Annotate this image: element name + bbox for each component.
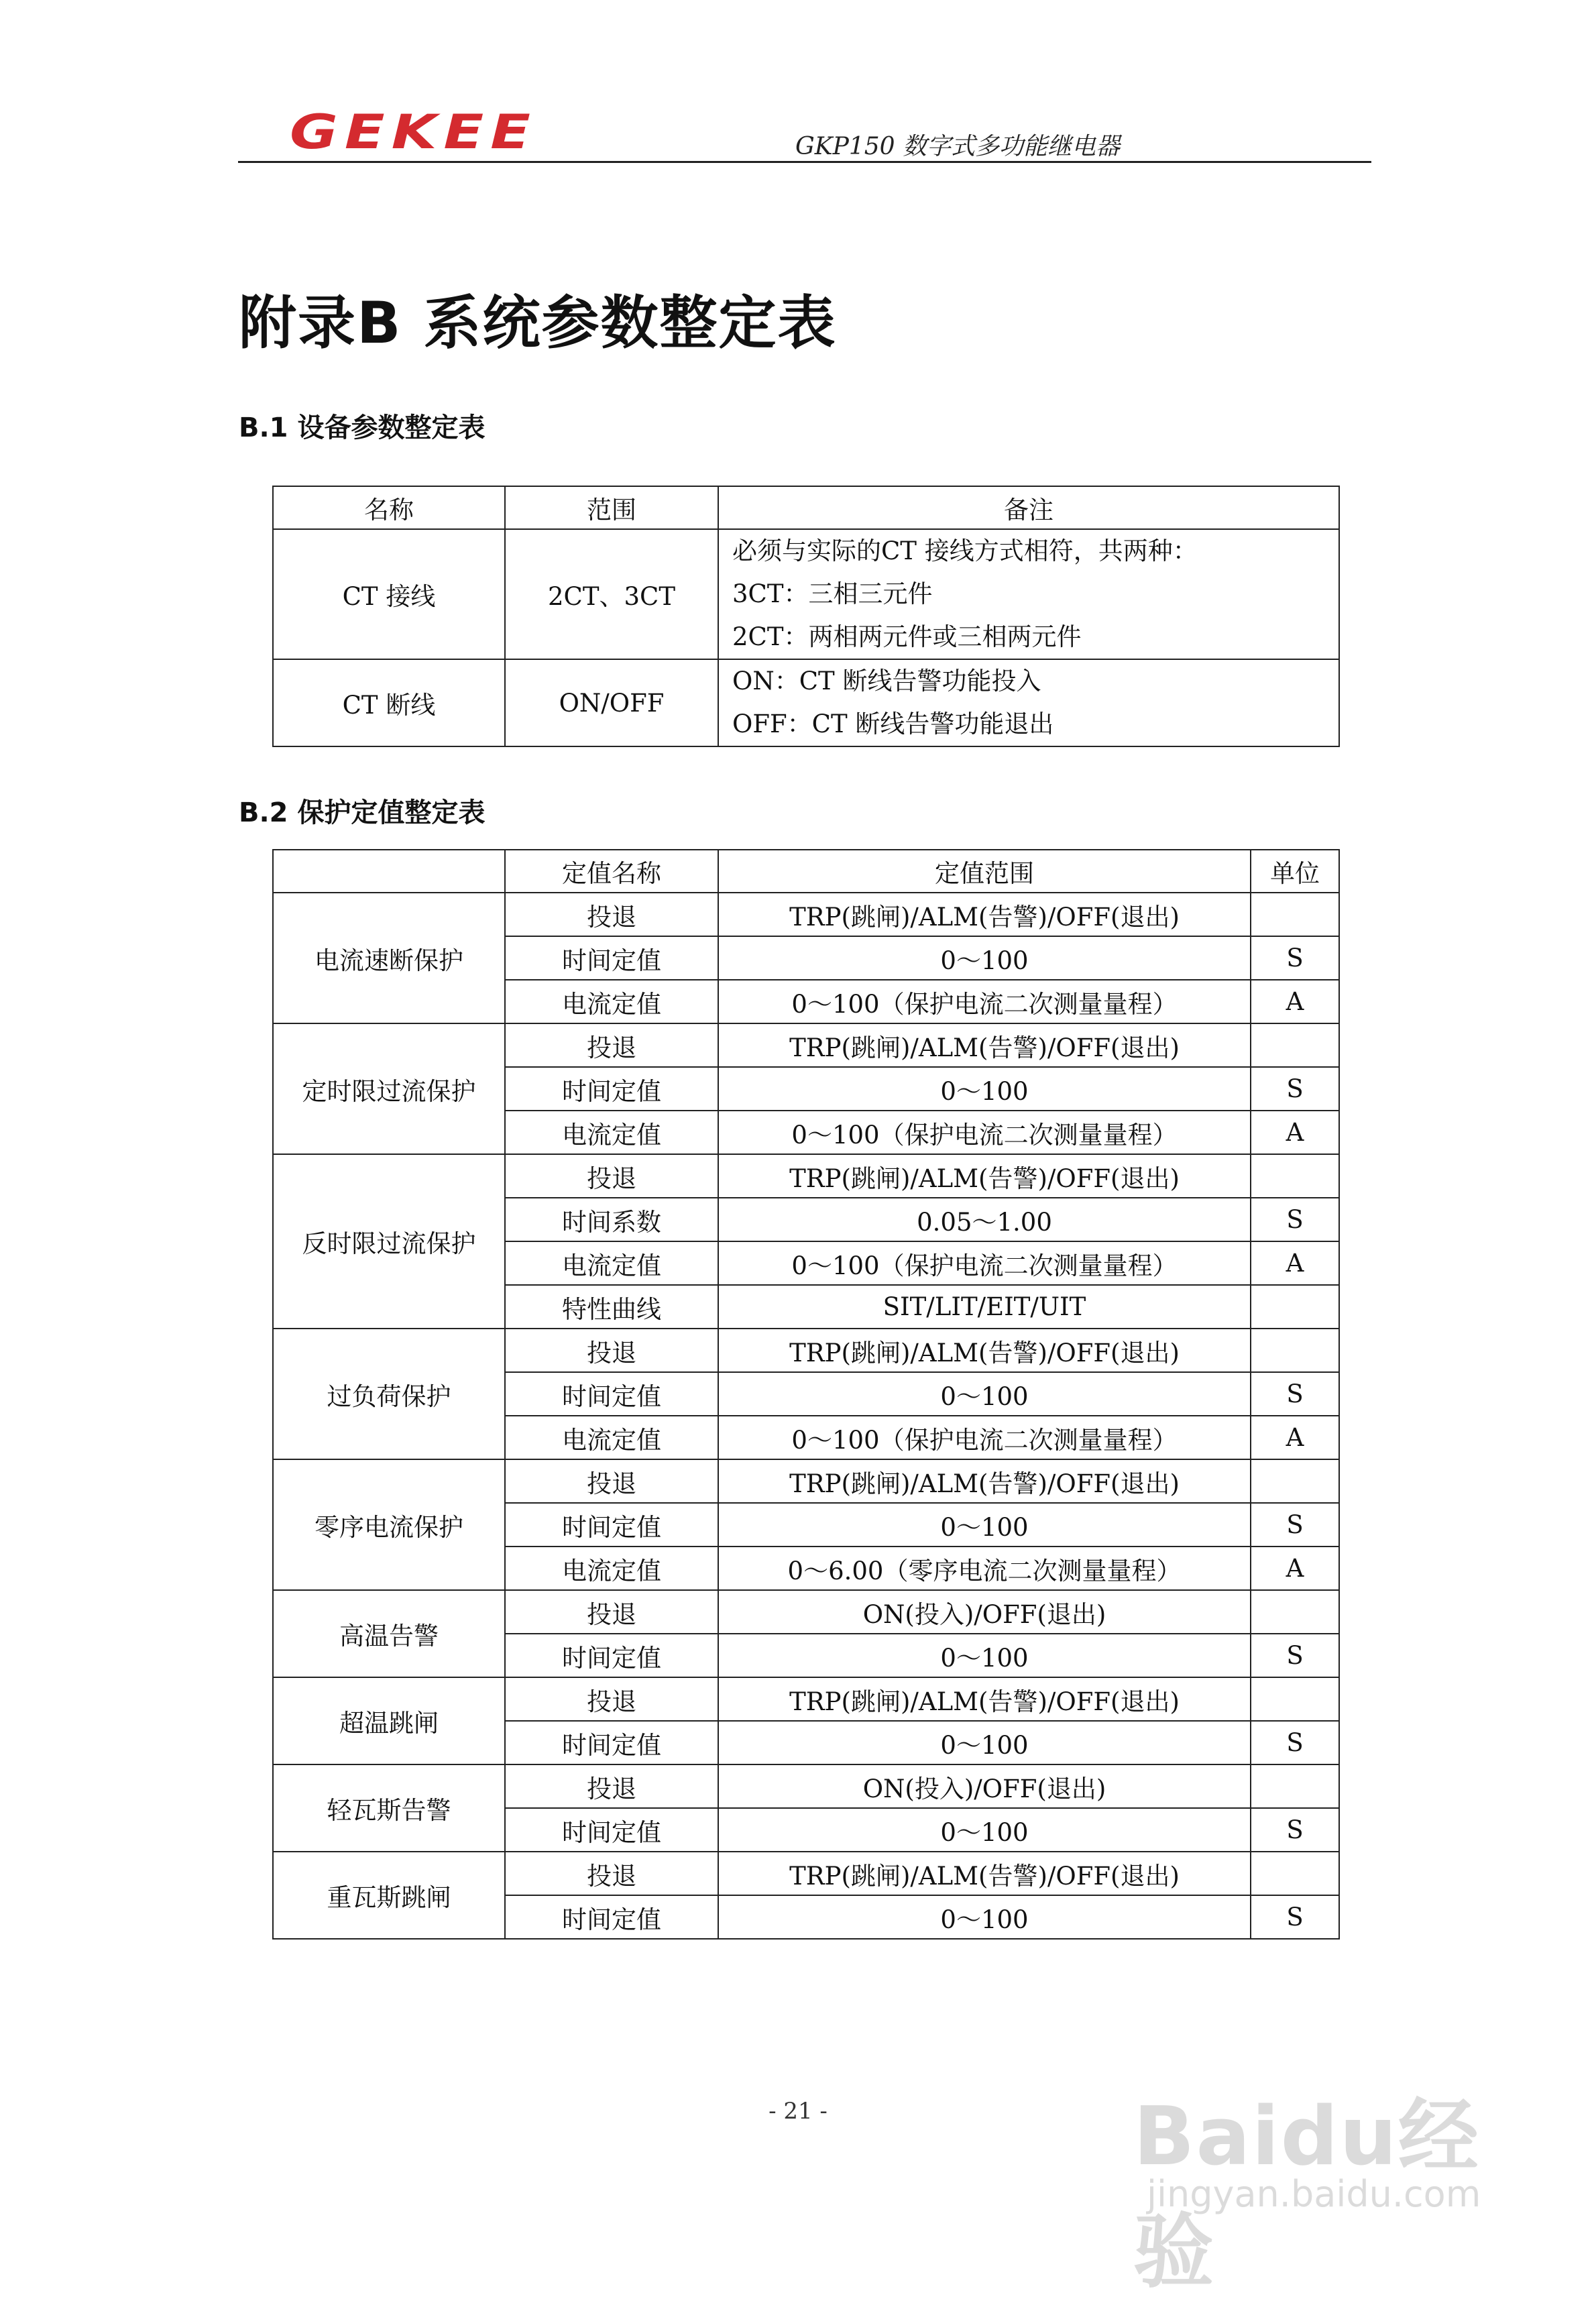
setting-range: TRP(跳闸)/ALM(告警)/OFF(退出)	[718, 1023, 1251, 1067]
setting-range: 0～100	[718, 1808, 1251, 1852]
setting-unit	[1251, 1285, 1339, 1329]
setting-unit	[1251, 1764, 1339, 1808]
setting-range: SIT/LIT/EIT/UIT	[718, 1285, 1251, 1329]
table-row	[273, 1852, 1339, 1895]
setting-unit: A	[1251, 1416, 1339, 1459]
setting-name: 投退	[505, 1459, 718, 1503]
setting-unit: A	[1251, 1547, 1339, 1590]
setting-name: 投退	[505, 1852, 718, 1895]
setting-range: TRP(跳闸)/ALM(告警)/OFF(退出)	[718, 1677, 1251, 1721]
parameter-name: CT 接线	[273, 529, 505, 659]
setting-unit	[1251, 1154, 1339, 1198]
setting-unit	[1251, 1329, 1339, 1372]
setting-name: 电流定值	[505, 1111, 718, 1154]
setting-unit	[1251, 1590, 1339, 1634]
setting-unit: S	[1251, 1634, 1339, 1677]
gekee-logo: GEKEE	[290, 105, 537, 160]
note-line: 2CT：两相两元件或三相两元件	[732, 622, 1082, 651]
setting-name: 电流定值	[505, 1547, 718, 1590]
protection-group-name: 重瓦斯跳闸	[273, 1852, 505, 1939]
protection-table-body	[273, 893, 1339, 1939]
parameter-notes	[718, 529, 1339, 659]
note-line: ON：CT 断线告警功能投入	[732, 667, 1041, 695]
table-header-row	[273, 850, 1339, 893]
table-row	[273, 1154, 1339, 1198]
setting-unit: A	[1251, 1111, 1339, 1154]
protection-group-name: 超温跳闸	[273, 1677, 505, 1764]
table-header-row	[273, 486, 1339, 529]
column-header: 范围	[505, 486, 718, 529]
setting-unit	[1251, 1677, 1339, 1721]
table-row	[273, 1764, 1339, 1808]
setting-range: 0～100	[718, 1721, 1251, 1764]
setting-range: 0～100（保护电流二次测量量程）	[718, 1111, 1251, 1154]
setting-range: 0～100	[718, 1634, 1251, 1677]
setting-range: TRP(跳闸)/ALM(告警)/OFF(退出)	[718, 1852, 1251, 1895]
note-line: OFF：CT 断线告警功能退出	[732, 710, 1054, 738]
setting-unit: S	[1251, 1721, 1339, 1764]
note-line: 必须与实际的CT 接线方式相符，共两种：	[732, 537, 1198, 565]
document-header-title: GKP150 数字式多功能继电器	[795, 133, 1120, 160]
setting-range: TRP(跳闸)/ALM(告警)/OFF(退出)	[718, 1154, 1251, 1198]
setting-range: 0～100（保护电流二次测量量程）	[718, 1416, 1251, 1459]
table-row	[273, 1590, 1339, 1634]
watermark-logo: Baidu经验	[1133, 2090, 1480, 2299]
section-heading-b2: B.2 保护定值整定表	[239, 797, 486, 828]
setting-range: TRP(跳闸)/ALM(告警)/OFF(退出)	[718, 893, 1251, 936]
setting-name: 时间系数	[505, 1198, 718, 1241]
column-header: 备注	[718, 486, 1339, 529]
setting-unit: S	[1251, 1808, 1339, 1852]
table-row	[273, 659, 1339, 746]
setting-range: 0～100	[718, 1895, 1251, 1939]
section-heading-b1: B.1 设备参数整定表	[239, 412, 486, 443]
setting-name: 时间定值	[505, 1721, 718, 1764]
setting-name: 投退	[505, 1023, 718, 1067]
watermark-url: jingyan.baidu.com	[1147, 2173, 1481, 2215]
setting-name: 时间定值	[505, 1895, 718, 1939]
setting-name: 投退	[505, 1677, 718, 1721]
setting-range: ON(投入)/OFF(退出)	[718, 1764, 1251, 1808]
column-header: 定值范围	[718, 850, 1251, 893]
column-header: 名称	[273, 486, 505, 529]
setting-name: 时间定值	[505, 1808, 718, 1852]
setting-name: 电流定值	[505, 980, 718, 1023]
protection-group-name: 高温告警	[273, 1590, 505, 1677]
protection-group-name: 反时限过流保护	[273, 1154, 505, 1329]
protection-group-name: 过负荷保护	[273, 1329, 505, 1459]
parameter-range: ON/OFF	[505, 659, 718, 746]
table-row	[273, 1459, 1339, 1503]
setting-name: 投退	[505, 1154, 718, 1198]
setting-name: 时间定值	[505, 1503, 718, 1547]
setting-unit	[1251, 1023, 1339, 1067]
appendix-title: 附录B 系统参数整定表	[239, 290, 837, 357]
setting-range: TRP(跳闸)/ALM(告警)/OFF(退出)	[718, 1459, 1251, 1503]
parameter-range: 2CT、3CT	[505, 529, 718, 659]
setting-unit	[1251, 893, 1339, 936]
setting-range: 0～6.00（零序电流二次测量量程）	[718, 1547, 1251, 1590]
column-header: 定值名称	[505, 850, 718, 893]
setting-name: 时间定值	[505, 1372, 718, 1416]
setting-unit: S	[1251, 936, 1339, 980]
baidu-watermark	[1133, 2045, 1536, 2299]
table-row	[273, 1677, 1339, 1721]
table-row	[273, 1023, 1339, 1067]
setting-unit: A	[1251, 1241, 1339, 1285]
setting-unit: S	[1251, 1372, 1339, 1416]
setting-range: TRP(跳闸)/ALM(告警)/OFF(退出)	[718, 1329, 1251, 1372]
setting-name: 特性曲线	[505, 1285, 718, 1329]
table-row	[273, 893, 1339, 936]
setting-name: 电流定值	[505, 1241, 718, 1285]
setting-range: ON(投入)/OFF(退出)	[718, 1590, 1251, 1634]
column-header	[273, 850, 505, 893]
setting-name: 投退	[505, 1764, 718, 1808]
setting-name: 时间定值	[505, 1067, 718, 1111]
page-number: - 21 -	[768, 2098, 828, 2125]
setting-unit: A	[1251, 980, 1339, 1023]
device-parameter-table	[272, 486, 1340, 747]
setting-range: 0～100	[718, 1503, 1251, 1547]
setting-name: 投退	[505, 893, 718, 936]
protection-group-name: 零序电流保护	[273, 1459, 505, 1590]
table-row	[273, 1329, 1339, 1372]
setting-unit: S	[1251, 1198, 1339, 1241]
setting-range: 0～100	[718, 1372, 1251, 1416]
table-row	[273, 529, 1339, 659]
setting-name: 时间定值	[505, 1634, 718, 1677]
setting-name: 电流定值	[505, 1416, 718, 1459]
setting-range: 0～100（保护电流二次测量量程）	[718, 1241, 1251, 1285]
protection-group-name: 定时限过流保护	[273, 1023, 505, 1154]
setting-name: 投退	[505, 1590, 718, 1634]
protection-setting-table	[272, 849, 1340, 1940]
parameter-notes	[718, 659, 1339, 746]
setting-unit	[1251, 1459, 1339, 1503]
setting-range: 0～100（保护电流二次测量量程）	[718, 980, 1251, 1023]
setting-range: 0.05～1.00	[718, 1198, 1251, 1241]
protection-group-name: 轻瓦斯告警	[273, 1764, 505, 1852]
protection-group-name: 电流速断保护	[273, 893, 505, 1023]
header-divider	[238, 161, 1371, 163]
setting-range: 0～100	[718, 1067, 1251, 1111]
column-header: 单位	[1251, 850, 1339, 893]
parameter-name: CT 断线	[273, 659, 505, 746]
note-line: 3CT：三相三元件	[732, 579, 933, 608]
setting-name: 时间定值	[505, 936, 718, 980]
setting-name: 投退	[505, 1329, 718, 1372]
setting-range: 0～100	[718, 936, 1251, 980]
setting-unit: S	[1251, 1503, 1339, 1547]
setting-unit: S	[1251, 1895, 1339, 1939]
setting-unit: S	[1251, 1067, 1339, 1111]
setting-unit	[1251, 1852, 1339, 1895]
